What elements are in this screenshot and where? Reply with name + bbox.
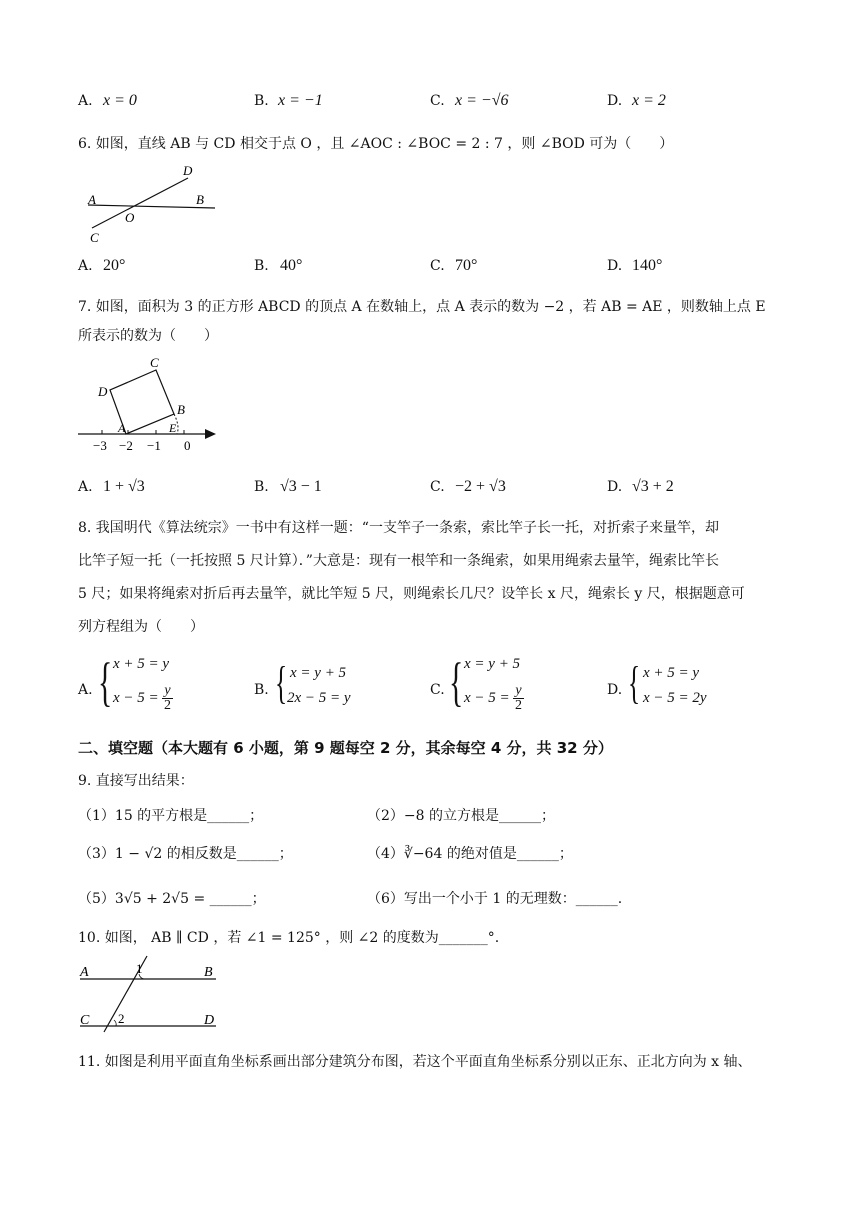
q7-figure [78, 352, 223, 457]
q6-option-d-label: D. [607, 258, 623, 274]
axis-arrow [205, 429, 216, 439]
angle2-arc [114, 1020, 116, 1026]
label-d: D [98, 384, 108, 399]
q5-option-a-label: A. [78, 93, 93, 109]
q11-stem: 11. 如图是利用平面直角坐标系画出部分建筑分布图，若这个平面直角坐标系分别以正东、正北方向为 x 轴、 [78, 1054, 752, 1070]
q5-option-a: x = 0 [103, 92, 137, 109]
label-c: C [150, 355, 159, 370]
q6-option-b: 40° [280, 257, 303, 274]
q9-part6: （6）写出一个小于 1 的无理数：______. [367, 891, 623, 907]
q7-option-a: 1 + √3 [103, 478, 145, 495]
q8-line1: 8. 我国明代《算法统宗》一书中有这样一题：“一支竿子一条索，索比竿子长一托，对折索子来量竿，却 [78, 520, 719, 536]
label-a: A [80, 965, 89, 980]
q6-option-b-label: B. [254, 258, 269, 274]
q6-figure [80, 160, 220, 250]
label-c: C [90, 230, 99, 245]
q10-stem: 10. 如图， AB ∥ CD ，若 ∠1 = 125° ，则 ∠2 的度数为_______°. [78, 930, 500, 946]
q8-line2: 比竿子短一托（一托按照 5 尺计算）．”大意是：现有一根竿和一条绳索，如果用绳索去量竿，绳索比竿长 [78, 553, 719, 569]
q7-option-d-label: D. [607, 479, 623, 495]
q7-option-b: √3 − 1 [280, 478, 322, 495]
q5-option-d-label: D. [607, 93, 623, 109]
label-b: B [196, 192, 204, 207]
q8-line4: 列方程组为（ ） [78, 619, 204, 635]
label-b: B [204, 965, 213, 980]
label-angle1: 1 [136, 961, 143, 976]
tick-label-zero: 0 [184, 438, 191, 453]
q6-option-c: 70° [455, 257, 478, 274]
q8-option-d-brace: { [628, 657, 641, 708]
tick-label-minus1: −1 [147, 438, 161, 453]
q6-option-c-label: C. [430, 258, 445, 274]
line-cd [92, 178, 188, 228]
q7-stem-line1: 7. 如图，面积为 3 的正方形 ABCD 的顶点 A 在数轴上，点 A 表示的数为 −2 ，若 AB = AE ，则数轴上点 E [78, 299, 766, 315]
q6-option-d: 140° [632, 257, 663, 274]
q7-option-c-label: C. [430, 479, 445, 495]
label-o: O [125, 210, 135, 225]
q6-stem: 6. 如图，直线 AB 与 CD 相交于点 O ，且 ∠AOC : ∠BOC = 2 : 7 ，则 ∠BOD 可为（ ） [78, 136, 674, 152]
q9-part5: （5）3√5 + 2√5 = ______； [78, 891, 266, 907]
q8-option-b-label: B. [254, 682, 269, 698]
q8-option-c-brace: { [449, 652, 464, 712]
q8-option-c-eq2: x − 5 = $\frac{y}{2}$ [464, 683, 523, 713]
tick-label-minus2: −2 [119, 438, 133, 453]
q8-option-a-brace: { [98, 652, 113, 712]
q5-option-c: x = −√6 [455, 92, 509, 109]
q7-option-a-label: A. [78, 479, 93, 495]
q9-part3: （3）1 − √2 的相反数是______； [78, 846, 293, 862]
section-heading: 二、填空题（本大题有 6 小题，第 9 题每空 2 分，其余每空 4 分，共 32 分） [78, 739, 613, 757]
q10-figure [76, 952, 226, 1032]
q8-line3: 5 尺；如果将绳索对折后再去量竿，就比竿短 5 尺，则绳索长几尺？设竿长 x 尺，绳索长 y 尺，根据题意可 [78, 586, 745, 602]
q9-part4: （4）∛−64 的绝对值是______； [367, 846, 573, 862]
q7-option-c: −2 + √3 [455, 478, 506, 495]
label-d: D [204, 1013, 215, 1028]
q7-option-d: √3 + 2 [632, 478, 674, 495]
q8-option-b-brace: { [275, 657, 288, 708]
q8-option-b-eq2: 2x − 5 = y [287, 690, 351, 706]
q8-option-c-label: C. [430, 682, 445, 698]
q8-option-d-label: D. [607, 682, 623, 698]
q8-option-d-eq1: x + 5 = y [643, 665, 700, 681]
q8-option-a-eq1: x + 5 = y [113, 656, 170, 672]
q6-option-a: 20° [103, 257, 126, 274]
q8-option-a-eq2: x − 5 = $\frac{y}{2}$ [113, 683, 172, 713]
q8-option-b-eq1: x = y + 5 [290, 665, 347, 681]
q8-option-a-label: A. [78, 682, 93, 698]
q7-option-b-label: B. [254, 479, 269, 495]
tick-label-minus3: −3 [93, 438, 107, 453]
label-angle2: 2 [118, 1011, 125, 1026]
q5-option-c-label: C. [430, 93, 445, 109]
q9-part2: （2）−8 的立方根是______； [367, 808, 555, 824]
q5-option-b: x = −1 [278, 92, 323, 109]
label-c: C [80, 1013, 90, 1028]
q8-option-d-eq2: x − 5 = 2y [643, 690, 707, 706]
q5-option-d: x = 2 [632, 92, 666, 109]
label-a: A [88, 192, 96, 207]
label-a: A [118, 421, 126, 435]
q6-option-a-label: A. [78, 258, 93, 274]
q9-part1: （1）15 的平方根是______； [78, 808, 264, 824]
q8-option-c-eq1: x = y + 5 [464, 656, 521, 672]
q7-stem-line2: 所表示的数为（ ） [78, 328, 218, 344]
q9-stem: 9. 直接写出结果： [78, 773, 194, 789]
label-d: D [183, 163, 193, 178]
q5-option-b-label: B. [254, 93, 269, 109]
label-b: B [177, 402, 185, 417]
label-e: E [169, 421, 177, 435]
